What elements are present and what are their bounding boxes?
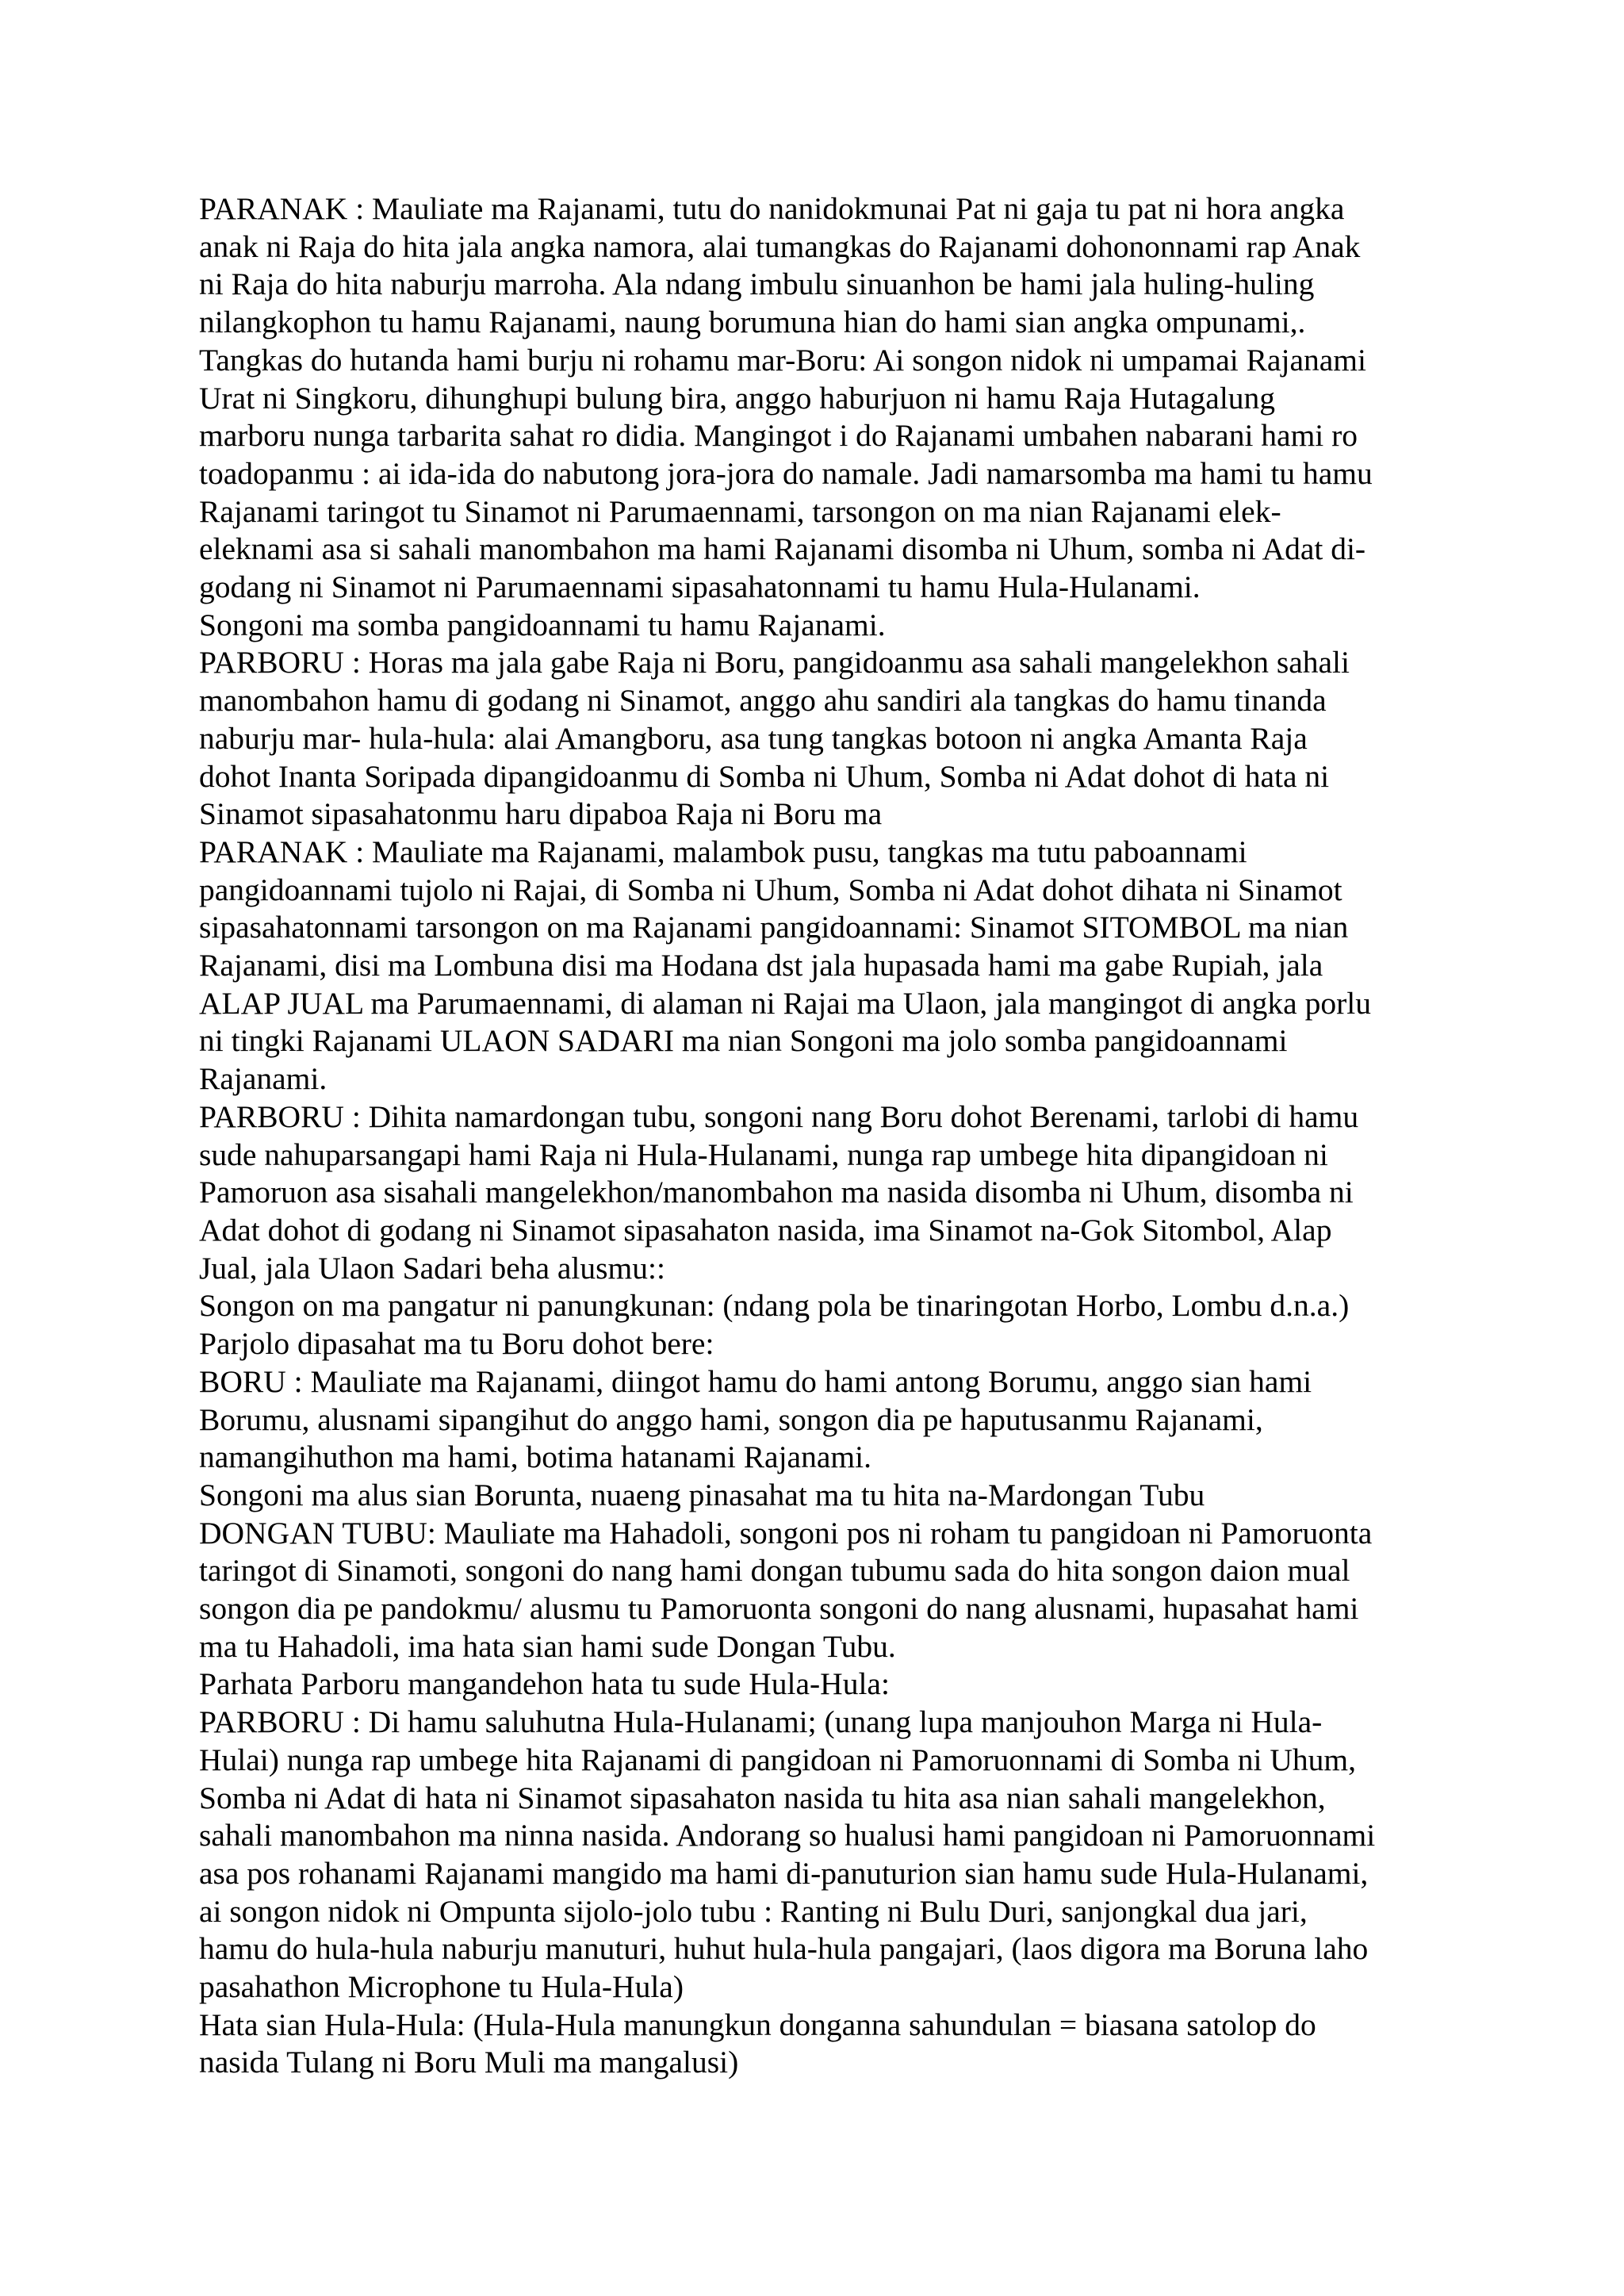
paragraph-dongan-tubu-answer: DONGAN TUBU: Mauliate ma Hahadoli, songoni pos ni roham tu pangidoan ni Pamoruonta taringot di Sinamoti, songoni do nang hami dongan tubumu sada do hita songon daion mual songon dia pe pandokmu/ alusmu tu Pamoruonta songoni do nang alusnami, hupasahat hami ma tu Hahadoli, ima hata sian hami sude Dongan Tubu. bbox=[199, 1515, 1373, 1664]
paragraph-parboru-reply: PARBORU : Horas ma jala gabe Raja ni Boru, pangidoanmu asa sahali mangelekhon sahali manombahon hamu di godang ni Sinamot, anggo ahu sandiri ala tangkas do hamu tinanda naburju mar- hula-hula: alai Amangboru, asa tung tangkas botoon ni angka Amanta Raja dohot Inanta Soripada dipangidoanmu di Somba ni Uhum, Somba ni Adat dohot di hata ni Sinamot sipasahatonmu haru dipaboa Raja ni Boru ma bbox=[199, 645, 1350, 832]
paragraph-first-to-boru: Parjolo dipasahat ma tu Boru dohot bere: bbox=[199, 1326, 714, 1362]
paragraph-paranak-request: PARANAK : Mauliate ma Rajanami, tutu do nanidokmunai Pat ni gaja tu pat ni hora angka anak ni Raja do hita jala angka namora, alai tumangkas do Rajanami dohononnami rap Anak ni Raja do hita naburju marroha. Ala ndang imbulu sinuanhon be hami jala huling-huling nilangkophon tu hamu Rajanami, naung borumuna hian do hami sian angka ompunami,. Tangkas do hutanda hami burju ni rohamu mar-Boru: Ai songon nidok ni umpamai Rajanami Urat ni Singkoru, dihunghupi bulung bira, anggo haburjuon ni hamu Raja Hutagalung marboru nunga tarbarita sahat ro didia. Mangingot i do Rajanami umbahen nabarani hami ro toadopanmu : ai ida-ida do nabutong jora-jora do namale. Jadi namarsomba ma hami tu hamu Rajanami taringot tu Sinamot ni Parumaennami, tarsongon on ma nian Rajanami elek- eleknami asa si sahali manombahon ma hami Rajanami disomba ni Uhum, somba ni Adat di- godang ni Sinamot ni Parumaennami sipasahatonnami tu hamu Hula-Hulanami. bbox=[199, 191, 1373, 605]
paragraph-boru-answer: BORU : Mauliate ma Rajanami, diingot hamu do hami antong Borumu, anggo sian hami Borumu, alusnami sipangihut do anggo hami, songon dia pe haputusanmu Rajanami, namangihuthon ma hami, botima hatanami Rajanami. bbox=[199, 1363, 1312, 1475]
paragraph-hula-hula-answer: Hata sian Hula-Hula: (Hula-Hula manungkun donganna sahundulan = biasana satolop do nasida Tulang ni Boru Muli ma mangalusi) bbox=[199, 2007, 1316, 2080]
paragraph-to-hula-hula: Parhata Parboru mangandehon hata tu sude Hula-Hula: bbox=[199, 1666, 890, 1702]
paragraph-paranak-detail: PARANAK : Mauliate ma Rajanami, malambok pusu, tangkas ma tutu paboannami pangidoannami tujolo ni Rajai, di Somba ni Uhum, Somba ni Adat dohot dihata ni Sinamot sipasahatonnami tarsongon on ma Rajanami pangidoannami: Sinamot SITOMBOL ma nian Rajanami, disi ma Lombuna disi ma Hodana dst jala hupasada hami ma gabe Rupiah, jala ALAP JUAL ma Parumaennami, di alaman ni Rajai ma Ulaon, jala mangingot di angka porlu ni tingki Rajanami ULAON SADARI ma nian Songoni ma jolo somba pangidoannami Rajanami. bbox=[199, 834, 1371, 1097]
document-body bbox=[199, 190, 1436, 2082]
paragraph-parboru-question: PARBORU : Dihita namardongan tubu, songoni nang Boru dohot Berenami, tarlobi di hamu sude nahuparsangapi hami Raja ni Hula-Hulanami, nunga rap umbege hita dipangidoan ni Pamoruon asa sisahali mangelekhon/manombahon ma nasida disomba ni Uhum, disomba ni Adat dohot di godang ni Sinamot sipasahaton nasida, ima Sinamot na-Gok Sitombol, Alap Jual, jala Ulaon Sadari beha alusmu:: bbox=[199, 1098, 1359, 1286]
paragraph-parboru-to-hula-hula: PARBORU : Di hamu saluhutna Hula-Hulanami; (unang lupa manjouhon Marga ni Hula- Hulai) nunga rap umbege hita Rajanami di pangidoan ni Pamoruonnami di Somba ni Uhum, Somba ni Adat di hata ni Sinamot sipasahaton nasida tu hita asa nian sahali mangelekhon, sahali manombahon ma ninna nasida. Andorang so hualusi hami pangidoan ni Pamoruonnami asa pos rohanami Rajanami mangido ma hami di-panuturion sian hamu sude Hula-Hulanami, ai songon nidok ni Ompunta sijolo-jolo tubu : Ranting ni Bulu Duri, sanjongkal dua jari, hamu do hula-hula naburju manuturi, huhut hula-hula pangajari, (laos digora ma Boruna laho pasahathon Microphone tu Hula-Hula) bbox=[199, 1704, 1376, 2005]
paragraph-to-dongan-tubu: Songoni ma alus sian Borunta, nuaeng pinasahat ma tu hita na-Mardongan Tubu bbox=[199, 1477, 1205, 1512]
paragraph-closing-request: Songoni ma somba pangidoannami tu hamu Rajanami. bbox=[199, 607, 886, 642]
paragraph-procedure-note: Songon on ma pangatur ni panungkunan: (ndang pola be tinaringotan Horbo, Lombu d.n.a.) bbox=[199, 1288, 1350, 1324]
